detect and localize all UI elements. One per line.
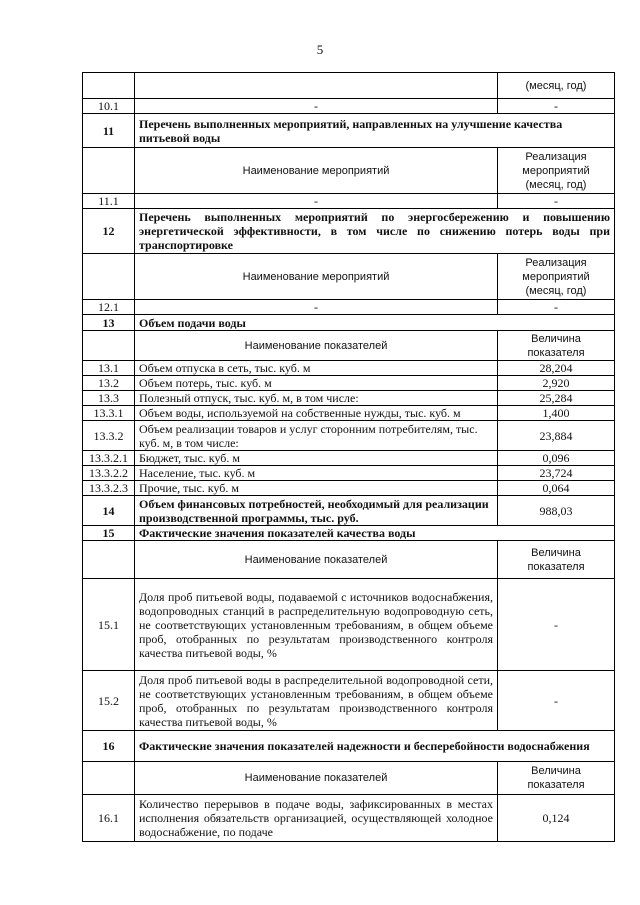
row-value: - [498,99,615,114]
section-title: Объем подачи воды [135,315,615,331]
row-number: 13.3 [83,391,135,406]
section-row [83,731,615,762]
row-text: Доля проб питьевой воды в распределительной водопроводной сети, не соответствующих установленным требованиям, в общем объеме проб, отобранных по результатам производственного контроля качества питьевой воды, % [135,671,498,731]
row-number: 16.1 [83,795,135,842]
row-number: 13.3.2.1 [83,451,135,466]
table-row [83,300,615,315]
section-title: Перечень выполненных мероприятий по энергосбережению и повышению энергетической эффективности, в том числе по снижению потерь воды при транспортировке [135,209,615,254]
table-row [83,406,615,421]
section-number: 16 [83,731,135,762]
section-number: 13 [83,315,135,331]
production-program-table [82,72,615,842]
table-row [83,376,615,391]
row-number [83,254,135,300]
row-value: - [498,194,615,209]
table-row [83,481,615,496]
table-row [83,73,615,99]
row-text: Объем потерь, тыс. куб. м [135,376,498,391]
table-row [83,451,615,466]
row-text: Объем воды, используемой на собственные нужды, тыс. куб. м [135,406,498,421]
row-number: 14 [83,496,135,526]
header-row [83,541,615,579]
row-number: 13.3.2 [83,421,135,451]
section-title: Фактические значения показателей качества воды [135,526,615,541]
header-row [83,762,615,795]
section-row [83,114,615,148]
table-row [83,579,615,671]
row-value: 0,096 [498,451,615,466]
row-text: Полезный отпуск, тыс. куб. м, в том числе: [135,391,498,406]
row-value: (месяц, год) [498,73,615,99]
row-text [135,73,498,99]
header-row [83,331,615,361]
row-value: 23,724 [498,466,615,481]
section-row [83,315,615,331]
row-value: - [498,671,615,731]
table-row [83,391,615,406]
column-header-name: Наименование мероприятий [135,254,498,300]
row-value: 1,400 [498,406,615,421]
row-number: 11.1 [83,194,135,209]
row-number: 13.1 [83,361,135,376]
section-number: 11 [83,114,135,148]
row-value: 988,03 [498,496,615,526]
row-text: Количество перерывов в подаче воды, зафиксированных в местах исполнения обязательств организацией, осуществляющей холодное водоснабжение, по подаче [135,795,498,842]
row-number [83,762,135,795]
table-row [83,496,615,526]
row-text: Бюджет, тыс. куб. м [135,451,498,466]
row-number [83,148,135,194]
row-text: - [135,194,498,209]
row-text: Объем финансовых потребностей, необходимый для реализации производственной программы, тыс. руб. [135,496,498,526]
row-value: - [498,579,615,671]
column-header-name: Наименование мероприятий [135,148,498,194]
column-header-name: Наименование показателей [135,541,498,579]
section-title: Фактические значения показателей надежности и бесперебойности водоснабжения [135,731,615,762]
column-header-name: Наименование показателей [135,762,498,795]
column-header-value: Величина показателя [498,762,615,795]
table-row [83,671,615,731]
row-number: 10.1 [83,99,135,114]
row-number: 13.3.1 [83,406,135,421]
row-text: - [135,99,498,114]
row-text: Население, тыс. куб. м [135,466,498,481]
table-row [83,99,615,114]
section-number: 15 [83,526,135,541]
section-row [83,526,615,541]
row-value: 0,124 [498,795,615,842]
page-number: 5 [316,42,324,57]
row-number [83,73,135,99]
column-header-name: Наименование показателей [135,331,498,361]
row-number: 13.2 [83,376,135,391]
section-number: 12 [83,209,135,254]
row-value: 28,204 [498,361,615,376]
table-row [83,466,615,481]
row-text: Доля проб питьевой воды, подаваемой с источников водоснабжения, водопроводных станций в распределительную водопроводную сеть, не соответствующих установленным требованиям, в общем объеме проб, отобранных по результатам производственного контроля качества питьевой воды, % [135,579,498,671]
header-row [83,148,615,194]
row-value: 25,284 [498,391,615,406]
row-number: 15.1 [83,579,135,671]
table-row [83,361,615,376]
row-value: - [498,300,615,315]
row-value: 0,064 [498,481,615,496]
row-number: 12.1 [83,300,135,315]
header-row [83,254,615,300]
column-header-value: Реализация мероприятий (месяц, год) [498,148,615,194]
row-number: 15.2 [83,671,135,731]
row-number [83,331,135,361]
row-text: Объем отпуска в сеть, тыс. куб. м [135,361,498,376]
table-row [83,194,615,209]
row-value: 2,920 [498,376,615,391]
table-row [83,795,615,842]
column-header-value: Величина показателя [498,331,615,361]
column-header-value: Величина показателя [498,541,615,579]
row-number [83,541,135,579]
column-header-value: Реализация мероприятий (месяц, год) [498,254,615,300]
row-number: 13.3.2.2 [83,466,135,481]
row-text: - [135,300,498,315]
section-title: Перечень выполненных мероприятий, направленных на улучшение качества питьевой воды [135,114,615,148]
row-value: 23,884 [498,421,615,451]
row-text: Объем реализации товаров и услуг сторонним потребителям, тыс. куб. м, в том числе: [135,421,498,451]
row-number: 13.3.2.3 [83,481,135,496]
row-text: Прочие, тыс. куб. м [135,481,498,496]
table-row [83,421,615,451]
section-row [83,209,615,254]
